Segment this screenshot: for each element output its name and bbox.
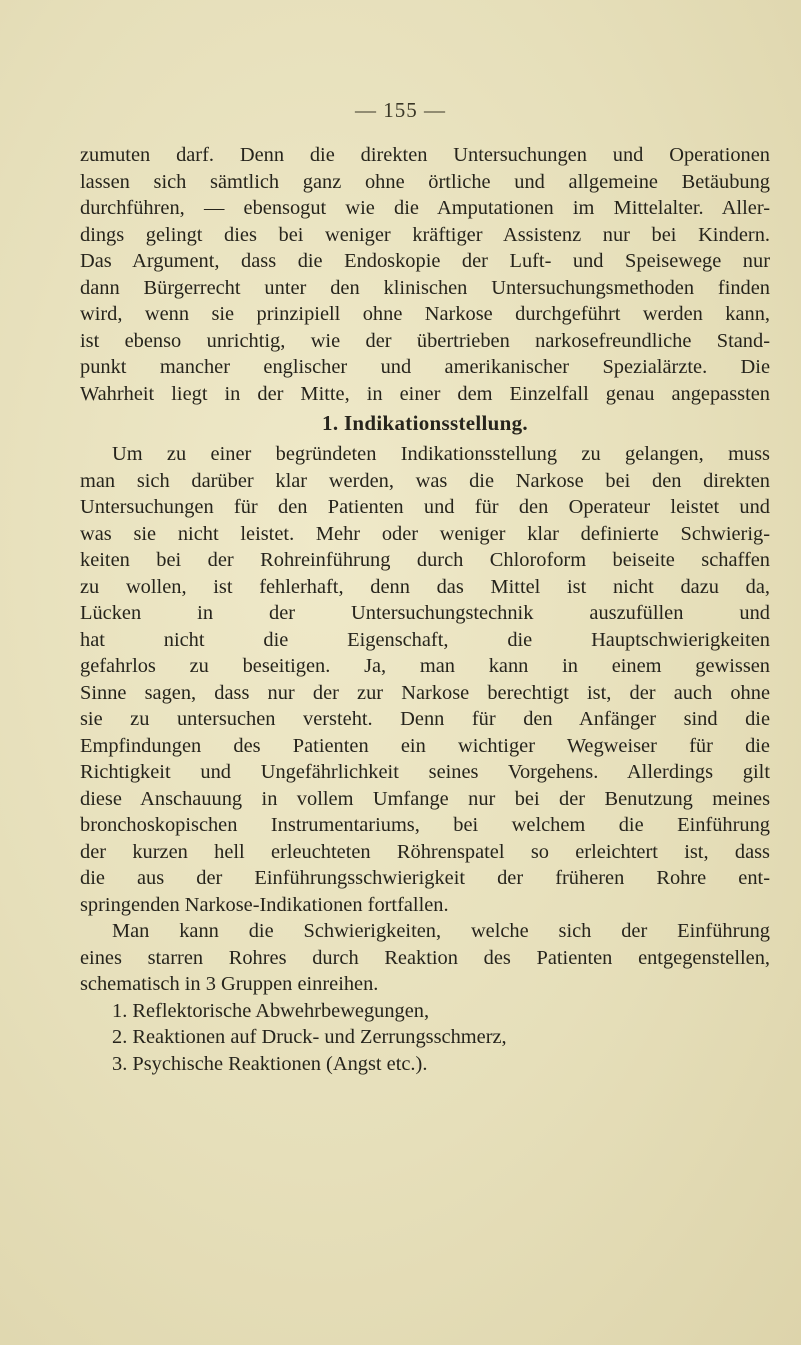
paragraph-3 xyxy=(80,918,770,998)
list-item: 3. Psychische Reaktionen (Angst etc.). xyxy=(112,1052,428,1075)
text-line: keiten bei der Rohreinführung durch Chloroform beiseite schaffen xyxy=(80,549,770,571)
text-line: Untersuchungen für den Patienten und für den Operateur leistet und xyxy=(80,496,770,518)
text-line: hat nicht die Eigenschaft, die Hauptschwierigkeiten xyxy=(80,628,770,651)
text-line: der kurzen hell erleuchteten Röhrenspatel so erleichtert ist, dass xyxy=(80,840,770,863)
text-line: was sie nicht leistet. Mehr oder weniger klar definierte Schwierig- xyxy=(80,522,770,545)
body-text xyxy=(80,142,770,1077)
text-line: Man kann die Schwierigkeiten, welche sich der Einführung xyxy=(112,920,770,942)
text-line: man sich darüber klar werden, was die Narkose bei den direkten xyxy=(80,469,770,492)
list-item: 2. Reaktionen auf Druck- und Zerrungsschmerz, xyxy=(112,1026,507,1048)
text-line: durchführen, — ebensogut wie die Amputationen im Mittelalter. Aller- xyxy=(80,197,770,219)
text-line: bronchoskopischen Instrumentariums, bei welchem die Einführung xyxy=(80,814,770,836)
text-line: schematisch in 3 Gruppen einreihen. xyxy=(80,973,379,995)
list-item: 1. Reflektorische Abwehrbewegungen, xyxy=(112,999,430,1022)
text-line: Wahrheit liegt in der Mitte, in einer dem Einzelfall genau angepassten xyxy=(80,382,770,405)
text-line: gefahrlos zu beseitigen. Ja, man kann in einem gewissen xyxy=(80,655,770,677)
section-heading: 1. Indikationsstellung. xyxy=(322,411,528,435)
text-line: ist ebenso unrichtig, wie der übertrieben narkosefreundliche Stand- xyxy=(80,329,770,352)
text-line: zu wollen, ist fehlerhaft, denn das Mittel ist nicht dazu da, xyxy=(80,575,770,598)
text-line: Empfindungen des Patienten ein wichtiger Wegweiser für die xyxy=(80,734,770,757)
text-line: Um zu einer begründeten Indikationsstellung zu gelangen, muss xyxy=(112,443,770,465)
text-line: sie zu untersuchen versteht. Denn für den Anfänger sind die xyxy=(80,708,770,730)
page-number: — 155 — xyxy=(355,98,446,122)
text-line: Lücken in der Untersuchungstechnik auszufüllen und xyxy=(80,602,770,624)
text-line: lassen sich sämtlich ganz ohne örtliche und allgemeine Betäubung xyxy=(80,170,770,193)
text-line: Das Argument, dass die Endoskopie der Luft- und Speisewege nur xyxy=(80,250,770,272)
text-line: dann Bürgerrecht unter den klinischen Untersuchungsmethoden finden xyxy=(80,276,770,299)
numbered-list xyxy=(80,998,770,1078)
text-line: die aus der Einführungsschwierigkeit der früheren Rohre ent- xyxy=(80,867,770,889)
text-line: dings gelingt dies bei weniger kräftiger Assistenz nur bei Kindern. xyxy=(80,223,770,246)
paragraph-1 xyxy=(80,142,770,407)
text-line: Sinne sagen, dass nur der zur Narkose berechtigt ist, der auch ohne xyxy=(80,681,770,704)
text-line: punkt mancher englischer und amerikanischer Spezialärzte. Die xyxy=(80,356,770,378)
text-line: Richtigkeit und Ungefährlichkeit seines Vorgehens. Allerdings gilt xyxy=(80,761,770,783)
text-line: springenden Narkose-Indikationen fortfallen. xyxy=(80,893,449,916)
paragraph-2 xyxy=(80,441,770,918)
text-line: diese Anschauung in vollem Umfange nur bei der Benutzung meines xyxy=(80,787,770,810)
text-line: eines starren Rohres durch Reaktion des Patienten entgegenstellen, xyxy=(80,946,770,969)
text-line: wird, wenn sie prinzipiell ohne Narkose durchgeführt werden kann, xyxy=(80,303,770,325)
text-line: zumuten darf. Denn die direkten Untersuchungen und Operationen xyxy=(80,144,770,166)
